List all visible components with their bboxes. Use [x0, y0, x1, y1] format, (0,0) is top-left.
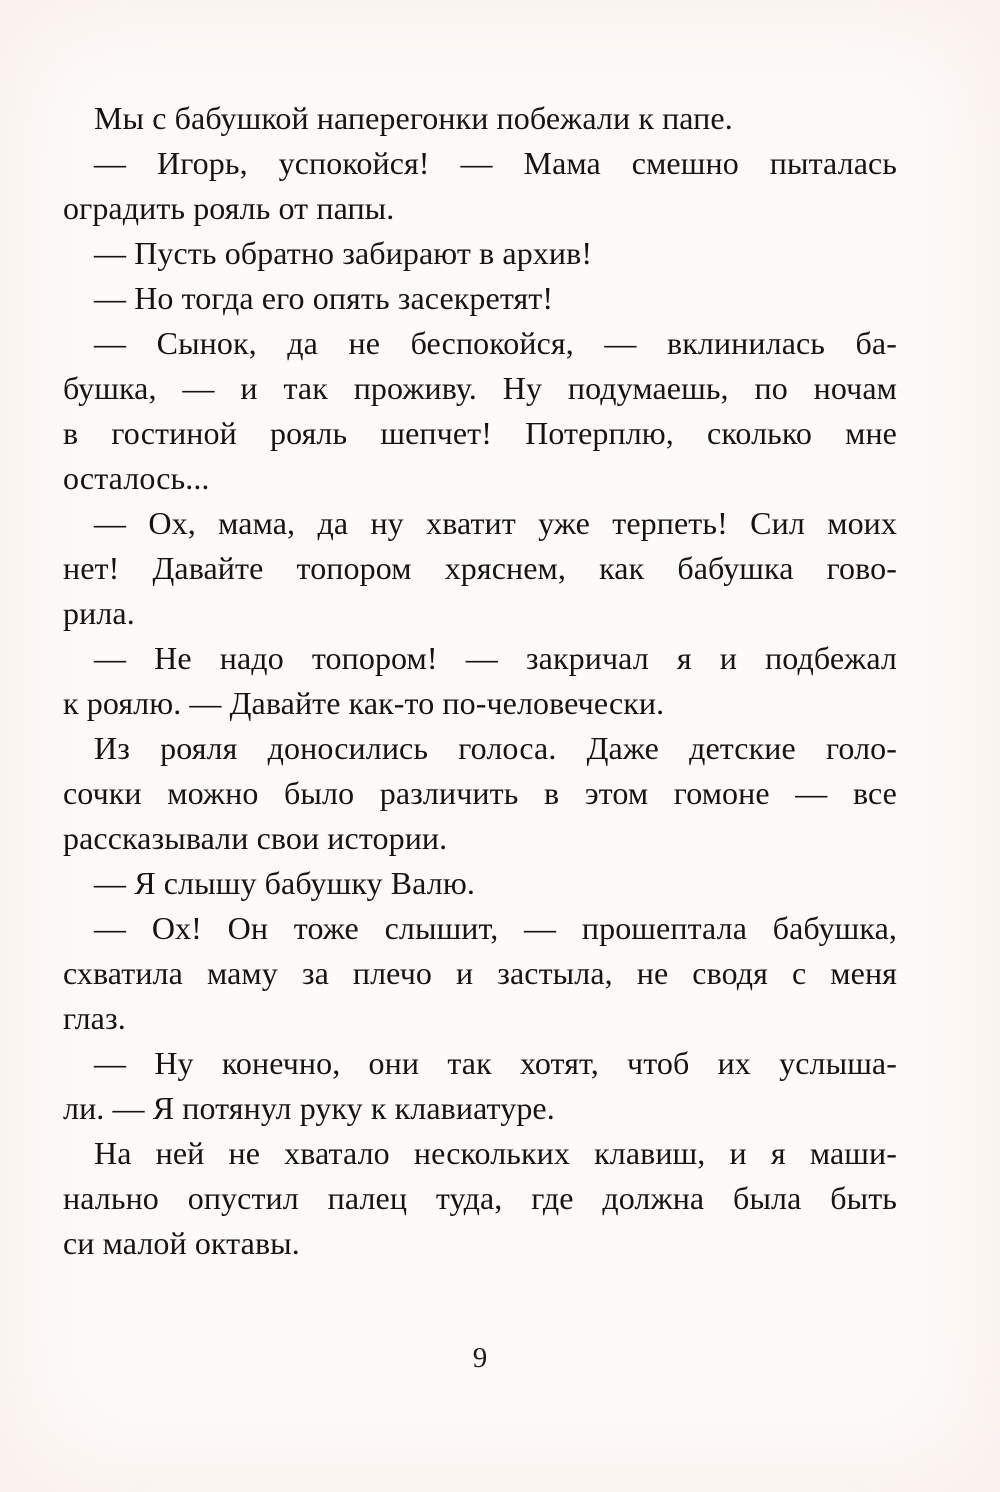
text-line: си малой октавы. [63, 1225, 300, 1261]
text-block [63, 96, 897, 1266]
text-line: — Игорь, успокойся! — Мама смешно пыталась [94, 145, 897, 181]
text-line: — Ох, мама, да ну хватит уже терпеть! Сил моих [94, 505, 897, 541]
text-line: — Не надо топором! — закричал я и подбежал [94, 640, 897, 676]
text-line: На ней не хватало нескольких клавиш, и я маши- [94, 1135, 897, 1171]
text-line: — Но тогда его опять засекретят! [94, 280, 554, 316]
text-line: нет! Давайте топором хряснем, как бабушка гово- [63, 550, 897, 586]
text-line: в гостиной рояль шепчет! Потерплю, сколько мне [63, 415, 897, 451]
text-line: — Я слышу бабушку Валю. [94, 865, 475, 901]
page-number: 9 [472, 1342, 488, 1374]
text-line: осталось... [63, 460, 210, 496]
text-line: — Пусть обратно забирают в архив! [94, 235, 593, 271]
text-line: Из рояля доносились голоса. Даже детские голо- [94, 730, 897, 766]
text-line: рассказывали свои истории. [63, 820, 448, 856]
text-line: — Ну конечно, они так хотят, чтоб их услыша- [94, 1045, 897, 1081]
text-line: глаз. [63, 1000, 126, 1036]
text-line: — Сынок, да не беспокойся, — вклинилась ба- [94, 325, 897, 361]
text-line: рила. [63, 595, 135, 631]
text-line: — Ох! Он тоже слышит, — прошептала бабушка, [94, 910, 897, 946]
text-line: бушка, — и так проживу. Ну подумаешь, по ночам [63, 370, 897, 406]
text-line: оградить рояль от папы. [63, 190, 395, 226]
text-line: к роялю. — Давайте как-то по-человечески. [63, 685, 665, 721]
text-line: сочки можно было различить в этом гомоне — все [63, 775, 897, 811]
text-line: схватила маму за плечо и застыла, не сводя с меня [63, 955, 897, 991]
text-line: ли. — Я потянул руку к клавиатуре. [63, 1090, 555, 1126]
text-line: Мы с бабушкой наперегонки побежали к папе. [94, 100, 733, 136]
text-line: нально опустил палец туда, где должна была быть [63, 1180, 897, 1216]
